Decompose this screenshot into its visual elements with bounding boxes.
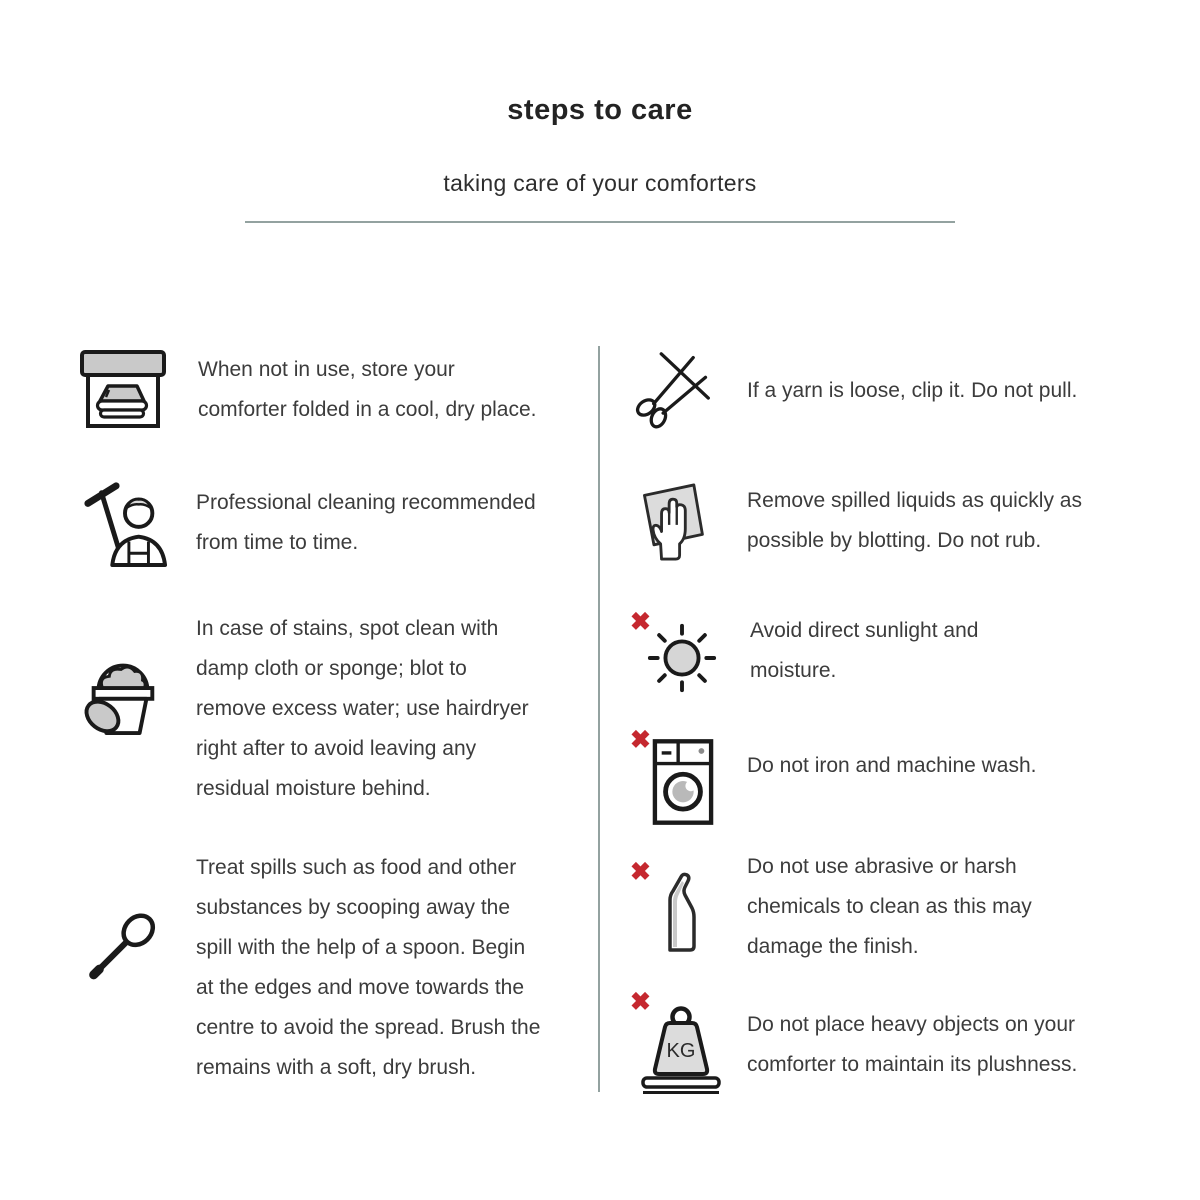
hand-cloth-icon	[634, 478, 710, 566]
header-divider	[245, 221, 955, 223]
storage-box-icon	[78, 349, 168, 429]
page-title: steps to care	[507, 94, 693, 126]
spot-clean-step-text: In case of stains, spot clean with damp cloth or sponge; blot to remove excess water; use hairdryer right after to avoid leaving any residual moisture behind.	[196, 617, 529, 800]
spill-treatment-step-text: Treat spills such as food and other substances by scooping away the spill with the help of a spoon. Begin at the edges and move towards the centre to avoid the spread. Brush the remains with a soft, dry brush.	[196, 856, 541, 1079]
washing-machine-icon	[652, 736, 714, 828]
kg-label: KG	[666, 1040, 696, 1062]
weight-kg-icon	[637, 998, 725, 1094]
loose-yarn-step-text: If a yarn is loose, clip it. Do not pull.	[747, 379, 1078, 402]
prohibited-x-icon: ✖	[630, 726, 651, 754]
column-divider	[598, 346, 600, 1092]
avoid-sunlight-step-text: Avoid direct sunlight and moisture.	[750, 619, 979, 682]
prohibited-x-icon: ✖	[630, 988, 651, 1016]
no-harsh-chemicals-step-text: Do not use abrasive or harsh chemicals to clean as this may damage the finish.	[747, 855, 1032, 958]
sun-icon	[645, 620, 719, 696]
prohibited-x-icon: ✖	[630, 608, 651, 636]
no-heavy-objects-step-text: Do not place heavy objects on your comforter to maintain its plushness.	[747, 1013, 1078, 1076]
blot-liquids-step-text: Remove spilled liquids as quickly as possible by blotting. Do not rub.	[747, 489, 1082, 552]
no-iron-machine-wash-step-text: Do not iron and machine wash.	[747, 754, 1037, 777]
page-subtitle: taking care of your comforters	[443, 170, 757, 196]
cleaner-person-icon	[80, 474, 168, 569]
bucket-sponge-icon	[78, 640, 166, 740]
prohibited-x-icon: ✖	[630, 858, 651, 886]
spoon-icon	[70, 903, 165, 1001]
professional-cleaning-step-text: Professional cleaning recommended from time to time.	[196, 491, 536, 554]
storage-step-text: When not in use, store your comforter folded in a cool, dry place.	[198, 358, 537, 421]
scissors-yarn-icon	[633, 350, 713, 432]
chemical-bottle-icon	[657, 868, 707, 953]
